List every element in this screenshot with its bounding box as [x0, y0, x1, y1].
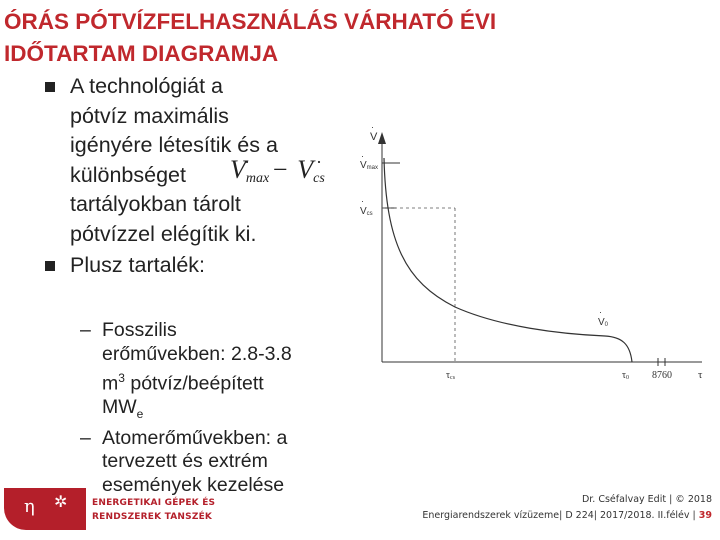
formula-dot: · — [316, 152, 322, 172]
footer-author: Dr. Cséfalvay Edit | © 2018 — [581, 494, 712, 505]
footer — [422, 492, 712, 524]
footer-course: Energiarendszerek vízüzeme| D 224| 2017/2018. II.félév | 39 — [422, 510, 712, 521]
vcs-label: Vcs — [360, 206, 373, 217]
formula-v2: V — [297, 155, 314, 184]
y-axis-label: V — [370, 131, 378, 143]
formula-minus: − — [271, 155, 289, 184]
subbullet-list — [78, 319, 348, 498]
slide-title — [4, 6, 704, 70]
subbullet-line: $MW_e$ — [102, 395, 144, 421]
square-bullet-icon — [45, 82, 55, 92]
subbullet-item — [78, 319, 348, 427]
logo-text-line1: ENERGETIKAI GÉPEK ÉS — [92, 498, 216, 508]
v0-label: V0 — [598, 317, 609, 328]
slide-title-line1: ÓRÁS PÓTVÍZFELHASZNÁLÁS VÁRHATÓ ÉVI — [4, 9, 497, 34]
bullet-line: igényére létesítik és a — [70, 133, 278, 157]
duration-curve — [384, 158, 632, 362]
department-logo — [4, 486, 214, 532]
logo-symbol-icon: ✲ — [54, 492, 68, 511]
bullet-line: A technológiát a — [70, 74, 224, 98]
y-axis-dot: · — [371, 122, 374, 132]
formula-dot: · — [244, 152, 250, 172]
vmax-label: Vmax — [360, 160, 379, 171]
subbullet-line: tervezett és extrém — [102, 450, 268, 473]
subbullet-line: események kezelése — [102, 474, 285, 497]
x-axis-label: τ — [698, 369, 703, 381]
subbullet-line: Fosszilis — [102, 319, 177, 341]
dash-bullet: – — [80, 319, 91, 341]
formula-sub1: max — [245, 171, 270, 186]
x-tick-label-8760: 8760 — [652, 370, 672, 381]
x-tick-label-tau-0: τ0 — [622, 370, 630, 381]
formula-sub2: cs — [313, 171, 325, 186]
svg-text:·: · — [361, 196, 364, 206]
subbullet-line: Atomerőművekben: a — [102, 426, 288, 449]
bullet-line: különbséget — [70, 162, 186, 187]
dash-bullet: – — [80, 426, 91, 449]
slide-title-line2: IDŐTARTAM DIAGRAMJA — [4, 41, 279, 66]
square-bullet-icon — [45, 261, 55, 271]
formula-v1: V — [230, 155, 246, 184]
x-tick-label-tau-cs: τcs — [446, 370, 456, 381]
duration-diagram — [350, 122, 712, 384]
bullet-item — [40, 251, 350, 281]
page-number: 39 — [698, 510, 712, 521]
bullet-line: pótvízzel elégítik ki. — [70, 221, 257, 246]
logo-text-line2: RENDSZEREK TANSZÉK — [92, 512, 213, 522]
bullet-line: pótvíz maximális — [70, 103, 229, 128]
bullet-line: tartályokban tárolt — [70, 192, 241, 216]
y-axis-arrow — [378, 132, 386, 144]
eta-glyph: η — [24, 496, 35, 517]
subbullet-line: $m^3$ pótvíz/beépített — [102, 370, 264, 395]
svg-text:·: · — [599, 307, 602, 317]
bullet-line: Plusz tartalék: — [70, 253, 206, 277]
formula-vmax-minus-vcs — [230, 152, 325, 187]
subbullet-line: erőművekben: 2.8-3.8 — [102, 342, 292, 365]
logo-mark — [4, 488, 86, 530]
svg-text:·: · — [361, 151, 364, 161]
